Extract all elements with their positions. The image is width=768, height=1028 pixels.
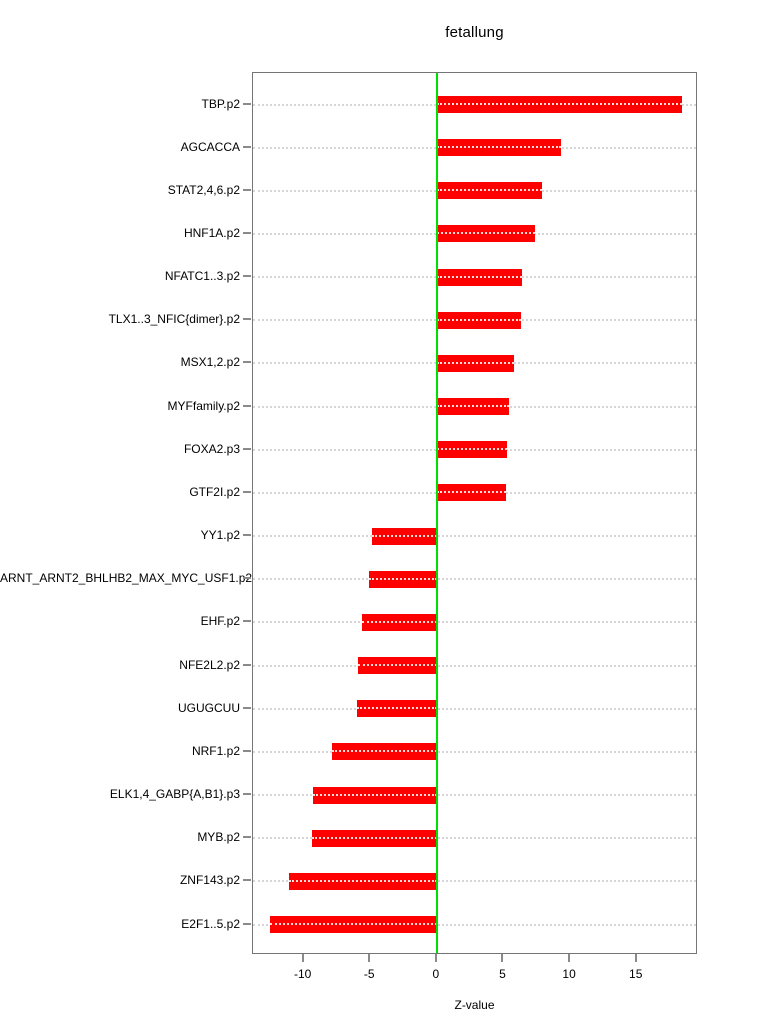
bar <box>437 269 522 286</box>
x-tick-label: 15 <box>629 967 643 981</box>
x-tick <box>368 954 370 962</box>
chart-title: fetallung <box>445 24 504 41</box>
x-tick <box>501 954 503 962</box>
category-label: ELK1,4_GABP{A,B1}.p3 <box>109 787 240 802</box>
bar-center-dash <box>270 923 437 925</box>
y-tick <box>243 534 251 536</box>
category-label: GTF2I.p2 <box>189 484 240 499</box>
bar-center-dash <box>313 794 437 796</box>
bar-center-dash <box>437 189 542 191</box>
bar-center-dash <box>437 448 508 450</box>
y-tick <box>243 879 251 881</box>
category-label: E2F1..5.p2 <box>181 916 240 931</box>
bar-center-dash <box>437 276 522 278</box>
bar <box>372 528 437 545</box>
row-gridline <box>253 751 696 753</box>
x-tick-label: -10 <box>293 967 312 981</box>
x-axis-title: Z-value <box>454 998 495 1012</box>
x-tick <box>568 954 570 962</box>
bar <box>437 312 521 329</box>
bar <box>357 700 437 717</box>
y-tick <box>243 189 251 191</box>
category-label: NFE2L2.p2 <box>179 657 240 672</box>
bar <box>313 787 437 804</box>
y-tick <box>243 146 251 148</box>
bar-center-dash <box>358 664 437 666</box>
category-label: MYFfamily.p2 <box>167 398 240 413</box>
x-tick-label: 10 <box>562 967 576 981</box>
x-tick <box>302 954 304 962</box>
bar <box>312 830 437 847</box>
bar <box>437 484 506 501</box>
y-tick <box>243 103 251 105</box>
bar-center-dash <box>437 232 536 234</box>
bar-center-dash <box>369 578 437 580</box>
y-tick <box>243 232 251 234</box>
bar <box>437 398 509 415</box>
category-label: HNF1A.p2 <box>183 225 240 240</box>
y-tick <box>243 707 251 709</box>
bar <box>437 182 542 199</box>
y-tick <box>243 750 251 752</box>
bar-center-dash <box>437 319 521 321</box>
bar-center-dash <box>312 837 437 839</box>
bar <box>437 441 508 458</box>
category-label: NRF1.p2 <box>191 743 240 758</box>
bar <box>437 355 514 372</box>
bar-center-dash <box>289 880 437 882</box>
row-gridline <box>253 535 696 537</box>
bar-center-dash <box>437 103 682 105</box>
y-tick <box>243 923 251 925</box>
x-tick-label: -5 <box>363 967 375 981</box>
bar <box>362 614 437 631</box>
row-gridline <box>253 621 696 623</box>
category-label: AGCACCA <box>180 139 240 154</box>
bar <box>369 571 437 588</box>
bar-center-dash <box>437 491 506 493</box>
x-tick <box>635 954 637 962</box>
bar <box>437 96 682 113</box>
category-label: MYB.p2 <box>197 830 240 845</box>
y-tick <box>243 275 251 277</box>
bar-center-dash <box>437 362 514 364</box>
row-gridline <box>253 578 696 580</box>
bar-center-dash <box>362 621 437 623</box>
bar <box>270 916 437 933</box>
bar-center-dash <box>332 750 437 752</box>
y-tick <box>243 448 251 450</box>
category-label: FOXA2.p3 <box>183 441 240 456</box>
y-tick <box>243 318 251 320</box>
row-gridline <box>253 665 696 667</box>
bar <box>437 139 561 156</box>
x-tick <box>435 954 437 962</box>
bar-center-dash <box>437 405 509 407</box>
y-tick <box>243 620 251 622</box>
row-gridline <box>253 708 696 710</box>
bar-center-dash <box>437 146 561 148</box>
y-tick <box>243 405 251 407</box>
x-tick-label: 5 <box>499 967 506 981</box>
category-label: YY1.p2 <box>200 528 240 543</box>
y-tick <box>243 491 251 493</box>
bar <box>332 743 437 760</box>
category-label: NFATC1..3.p2 <box>164 269 240 284</box>
y-tick <box>243 836 251 838</box>
category-label: MSX1,2.p2 <box>180 355 240 370</box>
category-label: EHF.p2 <box>200 614 240 629</box>
bar-center-dash <box>372 535 437 537</box>
bar <box>358 657 437 674</box>
bar-center-dash <box>357 707 437 709</box>
bar <box>437 225 536 242</box>
category-label: STAT2,4,6.p2 <box>167 182 240 197</box>
category-label: ZNF143.p2 <box>179 873 240 888</box>
category-label: ARNT_ARNT2_BHLHB2_MAX_MYC_USF1.p2 <box>0 571 253 586</box>
x-tick-label: 0 <box>432 967 440 981</box>
category-label: UGUGCUU <box>178 700 240 715</box>
y-tick <box>243 577 251 579</box>
y-tick <box>243 793 251 795</box>
plot-area <box>252 72 697 954</box>
zero-line <box>436 73 438 953</box>
y-tick <box>243 361 251 363</box>
bar <box>289 873 437 890</box>
category-label: TLX1..3_NFIC{dimer}.p2 <box>108 312 240 327</box>
category-label: TBP.p2 <box>201 96 240 111</box>
y-tick <box>243 664 251 666</box>
